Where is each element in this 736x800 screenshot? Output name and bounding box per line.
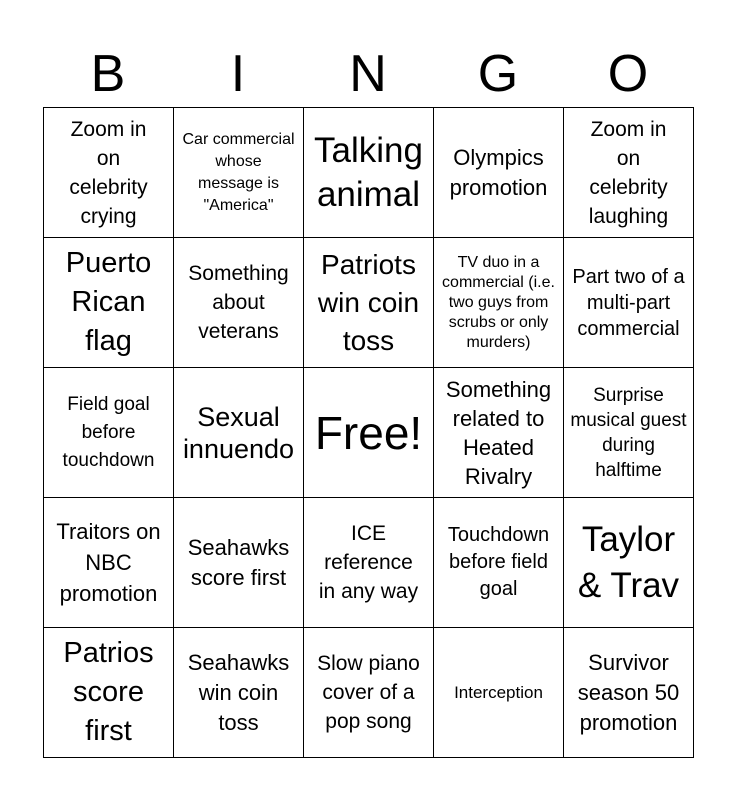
bingo-cell-o5[interactable] [564, 628, 694, 758]
bingo-cell-g1[interactable] [434, 108, 564, 238]
cell-label: Zoom in on celebrity laughing [588, 117, 669, 228]
bingo-cell-n3-free[interactable] [304, 368, 434, 498]
header-letter-b: B [90, 45, 126, 103]
cell-label: Slow piano cover of a pop song [317, 652, 420, 733]
header-letter-o: O [607, 45, 649, 103]
bingo-cell-g4[interactable] [434, 498, 564, 628]
cell-label: TV duo in a commercial (i.e. two guys from scrubs or only murders) [442, 253, 555, 351]
cell-label: Survivor season 50 promotion [577, 649, 680, 735]
cell-label: Zoom in on celebrity crying [69, 117, 148, 228]
bingo-cell-b3[interactable] [44, 368, 174, 498]
cell-label: Something about veterans [188, 262, 289, 343]
cell-label: Something related to Heated Rivalry [445, 376, 552, 489]
bingo-cell-n1[interactable] [304, 108, 434, 238]
cell-label: Car commercial whose message is "America" [182, 130, 295, 214]
cell-label: Touchdown before field goal [447, 524, 550, 600]
bingo-cell-i5[interactable] [174, 628, 304, 758]
cell-label: Field goal before touchdown [62, 393, 155, 471]
bingo-cell-i3[interactable] [174, 368, 304, 498]
cell-label: Patrios score first [63, 637, 154, 747]
cell-label: Puerto Rican flag [65, 247, 152, 357]
bingo-cell-i4[interactable] [174, 498, 304, 628]
cell-label: Part two of a multi-part commercial [572, 265, 685, 340]
header-letter-i: I [230, 45, 246, 103]
cell-label: Free! [314, 406, 423, 459]
bingo-cell-g2[interactable] [434, 238, 564, 368]
cell-label: Taylor & Trav [577, 519, 680, 605]
bingo-cell-i2[interactable] [174, 238, 304, 368]
bingo-board [43, 107, 694, 758]
cell-label: Sexual innuendo [182, 401, 295, 464]
bingo-cell-b2[interactable] [44, 238, 174, 368]
cell-label: Traitors on NBC promotion [56, 519, 161, 606]
bingo-cell-b4[interactable] [44, 498, 174, 628]
bingo-cell-o3[interactable] [564, 368, 694, 498]
bingo-cell-g3[interactable] [434, 368, 564, 498]
cell-label: Seahawks win coin toss [187, 649, 290, 735]
cell-label: Patriots win coin toss [317, 248, 420, 356]
cell-label: Surprise musical guest during halftime [570, 384, 687, 481]
bingo-cell-o4[interactable] [564, 498, 694, 628]
header-letter-n: N [349, 45, 387, 103]
bingo-header [43, 44, 693, 104]
cell-label: ICE reference in any way [318, 522, 419, 603]
bingo-cell-o1[interactable] [564, 108, 694, 238]
bingo-cell-b1[interactable] [44, 108, 174, 238]
bingo-cell-i1[interactable] [174, 108, 304, 238]
bingo-cell-g5[interactable] [434, 628, 564, 758]
cell-label: Seahawks score first [187, 534, 290, 590]
cell-label: Talking animal [314, 130, 423, 214]
bingo-cell-n2[interactable] [304, 238, 434, 368]
bingo-cell-n5[interactable] [304, 628, 434, 758]
header-letter-g: G [477, 45, 519, 103]
bingo-cell-o2[interactable] [564, 238, 694, 368]
cell-label: Interception [454, 683, 543, 702]
cell-label: Olympics promotion [449, 144, 548, 200]
bingo-cell-n4[interactable] [304, 498, 434, 628]
bingo-cell-b5[interactable] [44, 628, 174, 758]
